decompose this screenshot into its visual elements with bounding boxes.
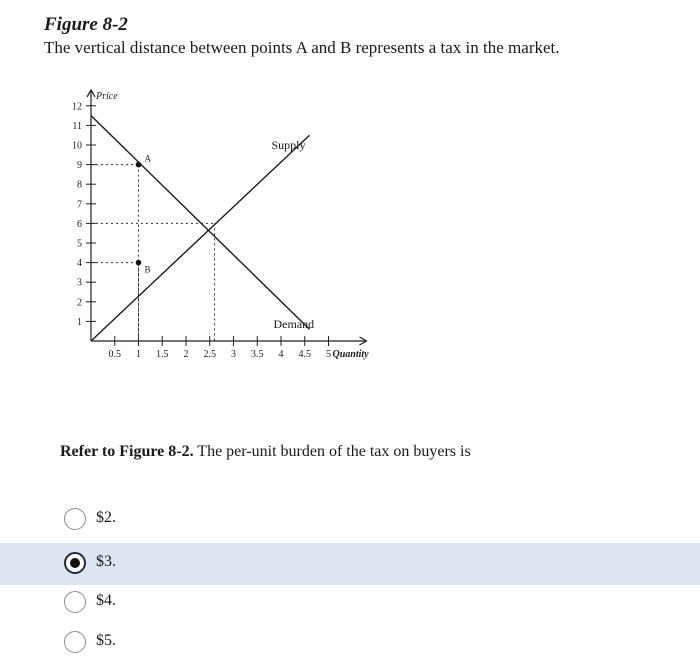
point-b [136, 260, 142, 266]
x-tick-label: 2.5 [203, 349, 216, 360]
y-tick-label: 3 [77, 277, 82, 289]
y-tick-label: 4 [77, 258, 82, 270]
y-tick-label: 11 [72, 120, 82, 132]
y-tick-label: 5 [77, 238, 82, 250]
option-label: $4. [96, 592, 116, 609]
x-tick-label: 4.5 [298, 349, 311, 360]
y-tick-label: 2 [77, 297, 82, 309]
x-tick-label: 2 [183, 349, 189, 360]
option-label: $3. [96, 553, 116, 570]
y-tick-label: 12 [72, 101, 82, 113]
option-2[interactable] [0, 543, 700, 585]
figure-caption: The vertical distance between points A and B represents a tax in the market. [44, 38, 560, 57]
supply-label: Supply [271, 138, 306, 153]
question-reference: Refer to Figure 8-2. [60, 443, 194, 460]
y-tick-label: 7 [77, 199, 82, 211]
option-4[interactable] [0, 622, 700, 664]
x-tick-label: 3.5 [251, 349, 264, 360]
x-axis-label: Quantity [332, 349, 369, 360]
figure-title: Figure 8-2 [44, 14, 128, 35]
y-axis-label: Price [96, 90, 118, 102]
supply-curve [91, 135, 310, 341]
radio-button[interactable] [64, 508, 86, 530]
point-label-b: B [144, 264, 151, 275]
question-text [60, 443, 471, 461]
y-tick-label: 1 [77, 316, 82, 328]
supply-demand-chart [58, 75, 369, 375]
x-tick-label: 4 [278, 349, 284, 360]
radio-button[interactable] [64, 591, 86, 613]
x-tick-label: 5 [326, 349, 331, 360]
y-tick-label: 9 [77, 160, 82, 172]
radio-selected-dot [70, 558, 80, 568]
y-tick-label: 8 [77, 179, 82, 191]
point-a [136, 162, 142, 168]
option-3[interactable] [0, 582, 700, 624]
demand-label: Demand [273, 317, 315, 332]
radio-button[interactable] [64, 552, 86, 574]
point-label-a: A [144, 153, 151, 164]
x-tick-label: 1.5 [156, 349, 169, 360]
option-label: $2. [96, 509, 116, 526]
x-tick-label: 1 [136, 349, 141, 360]
question-body: The per-unit burden of the tax on buyers is [193, 443, 471, 460]
radio-button[interactable] [64, 631, 86, 653]
x-tick-label: 3 [231, 349, 236, 360]
y-tick-label: 10 [72, 140, 82, 152]
option-1[interactable] [0, 499, 700, 541]
x-tick-label: 0.5 [108, 349, 121, 360]
option-label: $5. [96, 632, 116, 649]
y-tick-label: 6 [77, 218, 82, 230]
